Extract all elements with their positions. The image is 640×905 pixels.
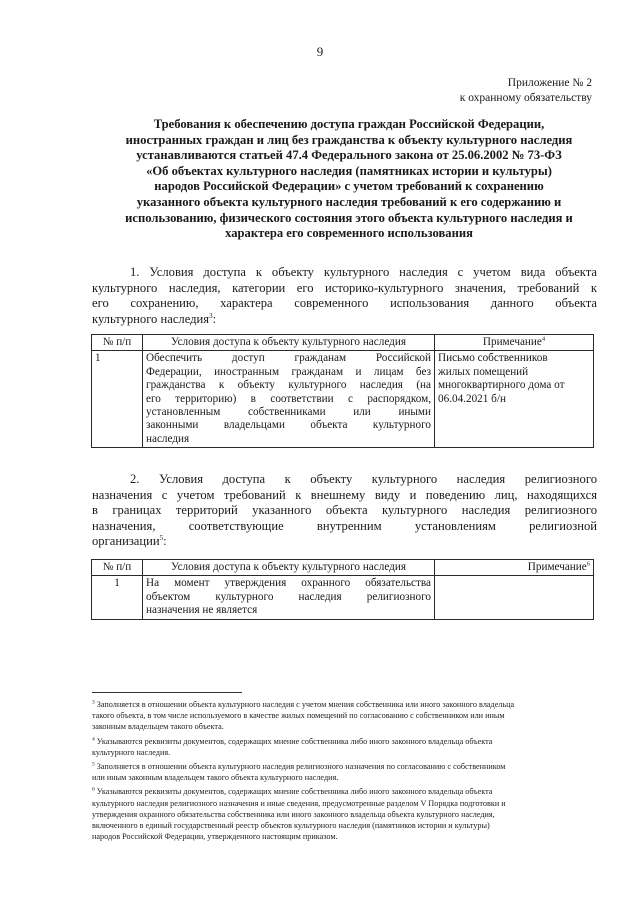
table-header-row (92, 560, 594, 576)
header-note-label: Примечание (527, 561, 587, 573)
footnote-ref: 5 (159, 534, 164, 543)
row-note (435, 576, 594, 619)
row-num: 1 (92, 351, 143, 448)
cell-line: законными владельцами объекта культурного (146, 419, 431, 432)
table-row (92, 576, 594, 619)
footnote-line (92, 736, 597, 747)
footnote-3 (92, 699, 597, 733)
paragraph-line-text: культурного наследия (92, 311, 210, 326)
cell-line: наследия (146, 432, 190, 445)
footnote-line (92, 761, 597, 772)
footnote-text: Заполняется в отношении объекта культурного наследия с учетом мнения собственника или иного законного владельца (94, 700, 515, 709)
row-num: 1 (92, 576, 143, 619)
paragraph-line: организации$^5$: (92, 534, 167, 549)
title-line: «Об объектах культурного наследия (памятниках истории и культуры) (146, 163, 552, 178)
paragraph-line: назначения, соответствующие внутренним установлениям религиозной (92, 518, 597, 533)
footnote-number: 5 (92, 761, 95, 768)
row-condition (143, 576, 435, 619)
title-line: характера его современного использования (225, 226, 473, 241)
header-note (435, 335, 594, 351)
title-line: Требования к обеспечению доступа граждан Российской Федерации, (153, 117, 545, 131)
paragraph-line: 2. Условия доступа к объекту культурного наследия религиозного (130, 472, 597, 486)
paragraph-line-text: организации (92, 534, 160, 549)
header-num: № п/п (92, 335, 143, 351)
footnote-text: Указываются реквизиты документов, содержащих мнение собственника либо иного законного владельца объекта (94, 787, 493, 797)
header-note-label: Примечание (482, 336, 542, 348)
table-row (92, 351, 594, 448)
appendix-title: Приложение № 2 (507, 77, 592, 89)
paragraph-line: назначения с учетом требований к внешнему виду и поведению лиц, находящихся (92, 487, 597, 502)
header-condition: Условия доступа к объекту культурного наследия (143, 560, 435, 576)
cell-line: многоквартирного дома от (438, 379, 565, 392)
footnote-number: 6 (92, 786, 95, 793)
cell-line: Обеспечить доступ гражданам Российской (146, 352, 431, 365)
footnote-line (92, 699, 597, 710)
row-note (435, 351, 594, 448)
cell-line: На момент утверждения охранного обязательства (146, 577, 431, 590)
cell-line: 06.04.2021 б/н (438, 392, 506, 405)
cell-line: жилых помещений (438, 365, 529, 378)
paragraph-line: его сохранению, характера современного использования данного объекта (92, 296, 597, 311)
cell-line: назначения не является (146, 604, 258, 617)
title-line: иностранных граждан и лиц без гражданства к объекту культурного наследия (125, 132, 573, 147)
footnote-divider (92, 692, 242, 693)
footnote-line: или иным законным владельцем такого объекта культурного наследия. (92, 773, 339, 783)
header-note (435, 560, 594, 576)
footnote-ref: 6 (586, 560, 590, 568)
cell-line: установленным собственниками или иными (146, 406, 431, 419)
footnote-text: Указываются реквизиты документов, содержащих мнение собственника либо иного законного владельца объекта (94, 736, 493, 746)
cell-line: Федерации, иностранным гражданам и лицам без (146, 365, 431, 378)
document-title (84, 117, 614, 242)
header-condition: Условия доступа к объекту культурного наследия (143, 335, 435, 351)
footnote-number: 3 (92, 699, 95, 706)
paragraph-line: в границах территорий указанного объекта культурного наследия религиозного (92, 503, 597, 518)
appendix-subtitle: к охранному обязательству (459, 92, 592, 104)
cell-line: его территорию) в соответствии с распорядком, (146, 392, 431, 405)
footnote-line: утверждения охранного обязательства собственника или иного законного владельца объекта культурного наследия, (92, 809, 495, 819)
section-2-paragraph (92, 472, 597, 550)
footnote-ref: 3 (209, 311, 213, 320)
footnote-line (92, 786, 597, 797)
section-1-table (91, 334, 594, 448)
row-condition (143, 351, 435, 448)
footnote-4 (92, 736, 597, 758)
cell-line: Письмо собственников (438, 352, 548, 365)
footnote-ref: 4 (541, 335, 546, 343)
cell-line: гражданства к объекту культурного наследия (на (146, 379, 431, 392)
cell-line: объектом культурного наследия религиозного (146, 590, 431, 603)
footnote-line: культурного наследия. (92, 747, 171, 757)
paragraph-line: культурного наследия$^3$: (92, 311, 217, 326)
footnote-text: Заполняется в отношении объекта культурного наследия религиозного назначения по согласованию с собственником (94, 762, 506, 772)
paragraph-line: 1. Условия доступа к объекту культурного наследия с учетом вида объекта (130, 265, 597, 279)
footnote-5 (92, 761, 597, 783)
section-2-table (91, 559, 594, 620)
paragraph-line: культурного наследия, категории его историко-культурного значения, требований к (92, 280, 597, 295)
section-1-paragraph (92, 265, 597, 327)
footnotes (92, 699, 597, 845)
footnote-line: законным владельцем такого объекта. (92, 722, 224, 732)
title-line: использованию, физического состояния этого объекта культурного наследия и (125, 210, 573, 225)
page-number: 9 (316, 44, 324, 59)
footnote-number: 4 (92, 735, 95, 742)
title-line: указанного объекта культурного наследия требований к его содержанию и (136, 194, 562, 209)
footnote-6 (92, 786, 597, 842)
footnote-line: народов Российской Федерации, утвержденного настоящим приказом. (92, 832, 338, 842)
footnote-line: культурного наследия религиозного назначения и иные сведения, предусмотренные разделом V Порядка подготовки и (92, 798, 506, 808)
footnote-line: такого объекта, в том числе используемого в качестве жилых помещений по согласованию с собственником или иным (92, 711, 505, 721)
appendix-header (460, 76, 592, 106)
table-header-row (92, 335, 594, 351)
header-num: № п/п (92, 560, 143, 576)
title-line: устанавливаются статьей 47.4 Федерального закона от 25.06.2002 № 73-ФЗ (136, 148, 562, 163)
footnote-line: включенного в единый государственный реестр объектов культурного наследия (памятников истории и культуры) (92, 821, 490, 831)
title-line: народов Российской Федерации» с учетом требований к сохранению (154, 179, 544, 194)
